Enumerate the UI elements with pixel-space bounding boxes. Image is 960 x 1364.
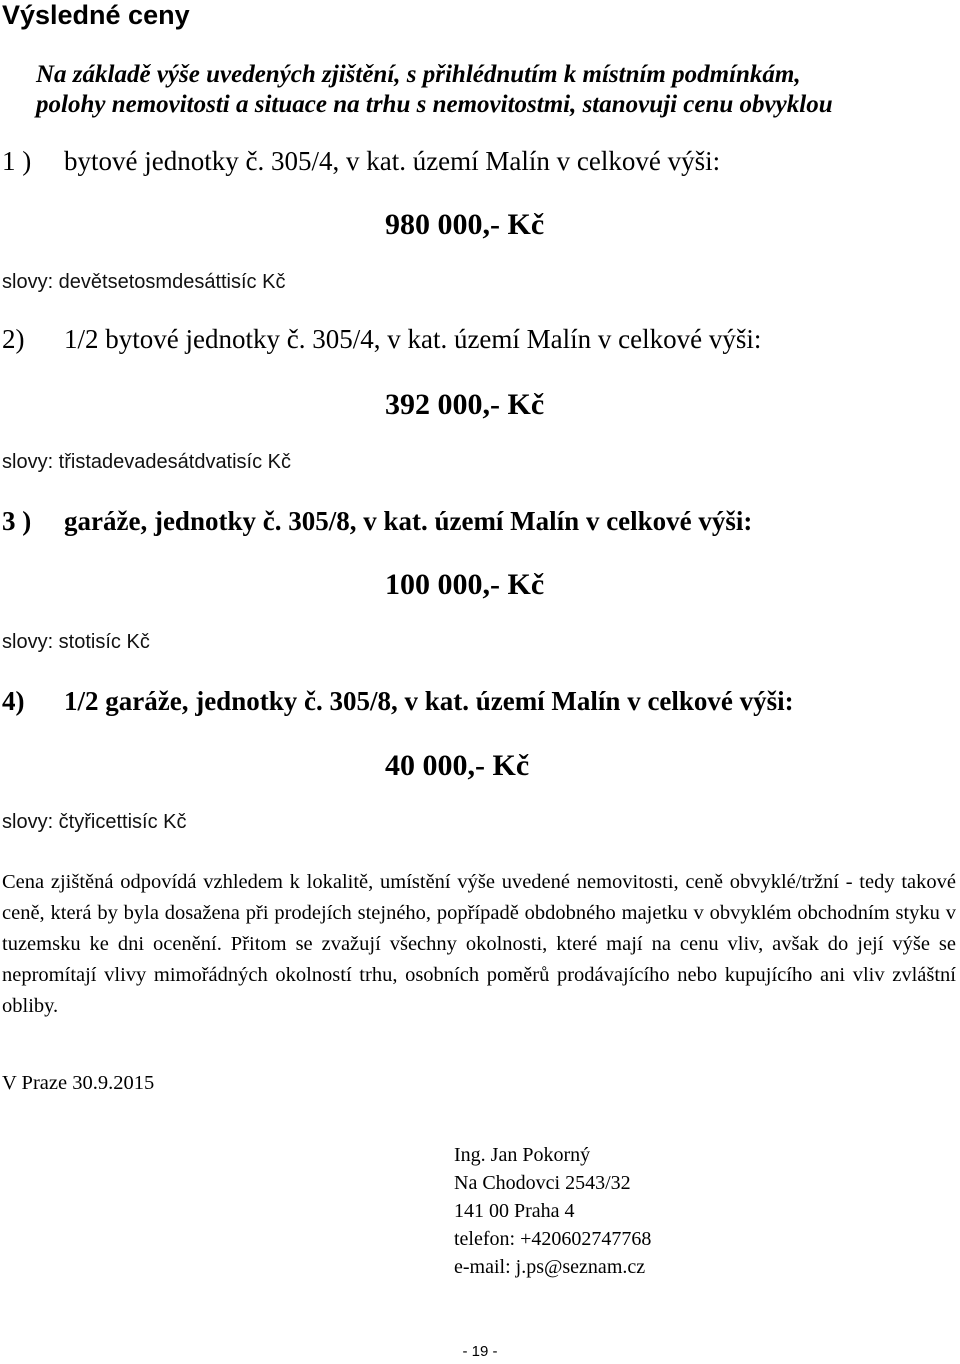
item-4-number: 4) (2, 686, 25, 716)
item-1-words: slovy: devětsetosmdesáttisíc Kč (2, 271, 286, 293)
author-phone: telefon: +420602747768 (454, 1228, 652, 1250)
item-1-number: 1 ) (2, 146, 32, 176)
item-4-text: 1/2 garáže, jednotky č. 305/8, v kat. území Malín v celkové výši: (64, 686, 794, 716)
item-3-number: 3 ) (2, 506, 32, 536)
item-1-price: 980 000,- Kč (385, 208, 545, 241)
item-3-price: 100 000,- Kč (385, 568, 545, 601)
item-3-words: slovy: stotisíc Kč (2, 631, 150, 653)
item-2-price: 392 000,- Kč (385, 388, 545, 421)
author-city: 141 00 Praha 4 (454, 1200, 575, 1222)
item-1-text: bytové jednotky č. 305/4, v kat. území Malín v celkové výši: (64, 146, 721, 176)
author-street: Na Chodovci 2543/32 (454, 1172, 631, 1194)
item-2-words: slovy: třistadevadesátdvatisíc Kč (2, 451, 292, 473)
item-2-text: 1/2 bytové jednotky č. 305/4, v kat. území Malín v celkové výši: (64, 324, 762, 354)
author-email: e-mail: j.ps@seznam.cz (454, 1256, 646, 1278)
item-3-text: garáže, jednotky č. 305/8, v kat. území Malín v celkové výši: (64, 506, 753, 536)
item-4-heading (2, 686, 794, 717)
item-2-heading (2, 324, 761, 355)
page-title: Výsledné ceny (2, 0, 190, 30)
item-4-price: 40 000,- Kč (385, 749, 530, 782)
intro-line-1: Na základě výše uvedených zjištění, s přihlédnutím k místním podmínkám, (36, 61, 801, 88)
author-name: Ing. Jan Pokorný (454, 1144, 591, 1166)
intro-line-2: polohy nemovitosti a situace na trhu s nemovitostmi, stanovuji cenu obvyklou (36, 91, 833, 118)
place-date: V Praze 30.9.2015 (2, 1072, 155, 1094)
page-number: - 19 - (462, 1343, 498, 1360)
item-4-words: slovy: čtyřicettisíc Kč (2, 811, 187, 833)
item-2-number: 2) (2, 324, 25, 354)
valuation-explanation: Cena zjištěná odpovídá vzhledem k lokalitě, umístění výše uvedené nemovitosti, ceně obvyklé/tržní - tedy takové ceně, která by byla dosažena při prodejích stejného, popřípadě obdobného majetku v obvyklém obchodním styku v tuzemsku ke dni ocenění. Přitom se zvažují všechny okolnosti, které mají na cenu vliv, avšak do její výše se nepromítají vlivy mimořádných okolností trhu, osobních poměrů prodávajícího nebo kupujícího ani vliv zvláštní obliby. (2, 871, 956, 1017)
item-3-heading (2, 506, 752, 537)
author-address-block (454, 1141, 651, 1281)
item-1-heading (2, 146, 720, 177)
